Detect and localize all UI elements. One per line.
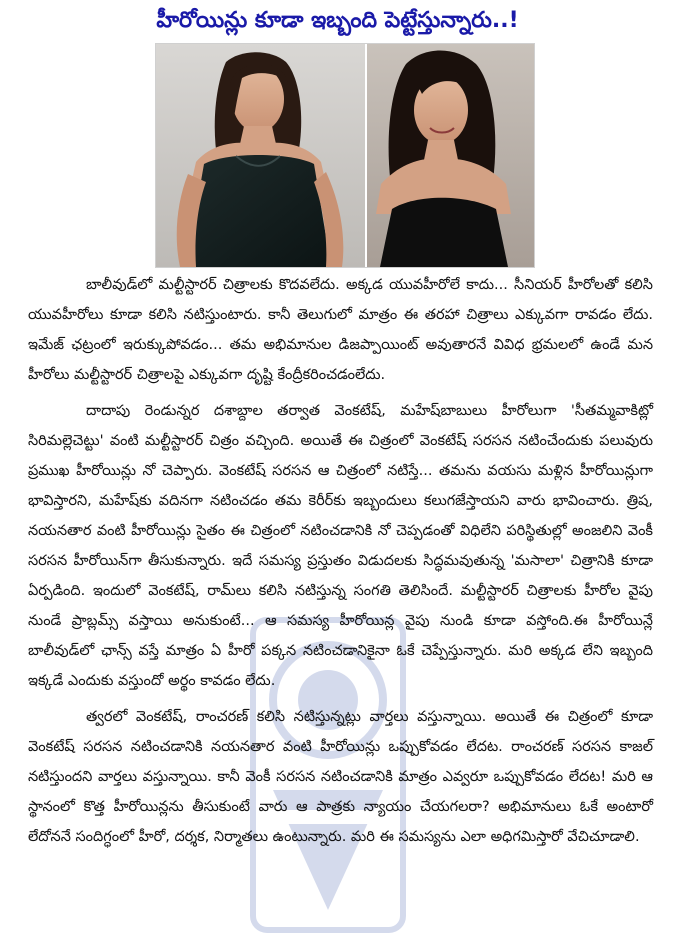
article-photo: [155, 43, 535, 268]
article-paragraph: బాలీవుడ్‌లో మల్టీస్టారర్ చిత్రాలకు కొదవలేదు. అక్కడ యువహీరోలే కాదు... సీనియర్ హీరోలతో కలిసి యువహీరోలు కూడా కలిసి నటిస్తుంటారు. కానీ తెలుగులో మాత్రం ఈ తరహా చిత్రాలు ఎక్కువగా రావడం లేదు. ఇమేజ్ ఛట్రంలో ఇరుక్కుపోవడం... తమ అభిమానుల డిజప్పాయింట్ అవుతారనే వివిధ భ్రమలలో ఉండే మన హీరోలు మల్టీస్టారర్ చిత్రాలపై ఎక్కువగా దృష్టి కేంద్రీకరించడంలేదు.: [28, 277, 653, 383]
page-title: హీరోయిన్లు కూడా ఇబ్బంది పెట్టేస్తున్నారు..!: [156, 8, 519, 33]
actress-photo-left: [156, 44, 366, 267]
article-body: [28, 270, 653, 858]
actress-photo-right: [366, 44, 534, 267]
article-paragraph: త్వరలో వెంకటేష్, రాంచరణ్ కలిసి నటిస్తున్నట్లు వార్తలు వస్తున్నాయి. అయితే ఈ చిత్రంలో కూడా వెంకటేష్ సరసన నటించడానికి నయనతార వంటి హీరోయిన్లు ఒప్పుకోవడం లేదట. రాంచరణ్ సరసన కాజల్ నటిస్తుందని వార్తలు వస్తున్నాయి. కానీ వెంకీ సరసన నటించడానికి మాత్రం ఎవ్వరూ ఒప్పుకోవడం లేదట! మరి ఆ స్థానంలో కొత్త హీరోయిన్లను తీసుకుంటే వారు ఆ పాత్రకు న్యాయం చేయగలరా? అభిమానులు ఓకే అంటారో లేదోననే సందిగ్ధంలో హీరో, దర్శక, నిర్మాతలు ఉంటున్నారు. మరి ఈ సమస్యను ఎలా అధిగమిస్తారో వేచిచూడాలి.: [28, 709, 653, 845]
article-paragraph: దాదాపు రెండున్నర దశాబ్దాల తర్వాత వెంకటేష్, మహేష్‌బాబులు హీరోలుగా 'సీతమ్మవాకిట్లో సిరిమల్లెచెట్టు' వంటి మల్టీస్టారర్ చిత్రం వచ్చింది. అయితే ఈ చిత్రంలో వెంకటేష్ సరసన నటించేందుకు పలువురు ప్రముఖ హీరోయిన్లు నో చెప్పారు. వెంకటేష్ సరసన ఆ చిత్రంలో నటిస్తే... తమను వయసు మళ్లిన హీరోయిన్లుగా భావిస్తారని, మహేష్‌కు వదినగా నటించడం తమ కెరీర్‌కు ఇబ్బందులు కలుగజేస్తాయని వారు భావించారు. త్రిష, నయనతార వంటి హీరోయిన్లు సైతం ఈ చిత్రంలో నటించడానికి నో చెప్పడంతో విధిలేని పరిస్థితుల్లో అంజలిని వెంకీ సరసన హీరోయిన్‌గా తీసుకున్నారు. ఇదే సమస్య ప్రస్తుతం విడుదలకు సిద్ధమవుతున్న 'మసాలా' చిత్రానికి కూడా ఏర్పడింది. ఇందులో వెంకటేష్, రామ్‌లు కలిసి నటిస్తున్న సంగతి తెలిసిందే. మల్టీస్టారర్ చిత్రాలకు హీరోల వైపు నుండే ప్రాబ్లమ్స్ వస్తాయి అనుకుంటే... ఆ సమస్య హీరోయిన్ల వైపు నుండి కూడా వస్తోంది.ఈ హీరోయిన్లే బాలీవుడ్‌లో ఛాన్స్ వస్తే మాత్రం ఏ హీరో పక్కన నటించడానికైనా ఓకే చెప్పేస్తున్నారు. మరి అక్కడ లేని ఇబ్బంది ఇక్కడే ఎందుకు వస్తుందో అర్థం కావడం లేదు.: [28, 403, 653, 689]
